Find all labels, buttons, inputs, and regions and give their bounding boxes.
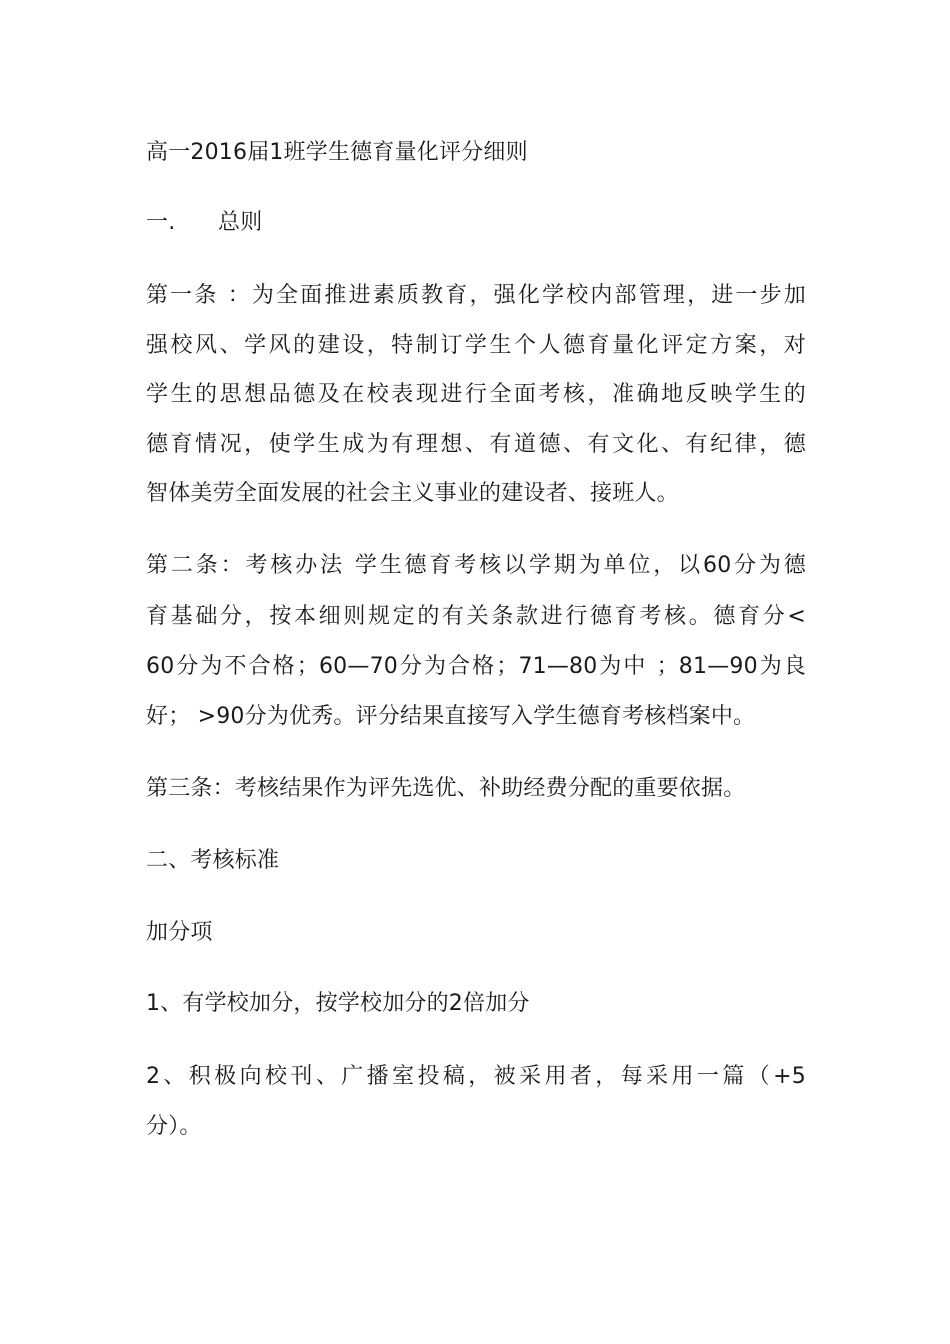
article2-line: 第二条：考核办法 学生德育考核以学期为单位，以60分为德	[146, 553, 806, 578]
section-number: 一.	[146, 210, 176, 235]
article1-line: 强校风、学风的建设，特制订学生个人德育量化评定方案，对	[146, 333, 806, 358]
article1-line: 智体美劳全面发展的社会主义事业的建设者、接班人。	[146, 481, 679, 506]
section-title: 总则	[218, 210, 263, 235]
article1-line: 学生的思想品德及在校表现进行全面考核，准确地反映学生的	[146, 382, 806, 407]
document-title: 高一2016届1班学生德育量化评分细则	[146, 140, 528, 165]
article2-line: 育基础分，按本细则规定的有关条款进行德育考核。德育分<	[146, 604, 806, 629]
article3-text: 第三条：考核结果作为评先选优、补助经费分配的重要依据。	[146, 776, 746, 801]
article2-line: 好； >90分为优秀。评分结果直接写入学生德育考核档案中。	[146, 704, 756, 729]
article1-line: 第一条 ：为全面推进素质教育，强化学校内部管理，进一步加	[146, 283, 806, 308]
article2-line: 60分为不合格；60—70分为合格；71—80为中 ；81—90为良	[146, 654, 806, 679]
article1-line: 德育情况，使学生成为有理想、有道德、有文化、有纪律，德	[146, 432, 806, 457]
section-heading-standards: 二、考核标准	[146, 848, 280, 873]
bonus-heading: 加分项	[146, 920, 213, 945]
bonus-item-2-line: 分）。	[146, 1114, 202, 1139]
section-heading-general	[146, 210, 262, 236]
bonus-item-2-line: 2、积极向校刊、广播室投稿，被采用者，每采用一篇（+5	[146, 1064, 806, 1089]
bonus-item-1: 1、有学校加分，按学校加分的2倍加分	[146, 991, 530, 1016]
